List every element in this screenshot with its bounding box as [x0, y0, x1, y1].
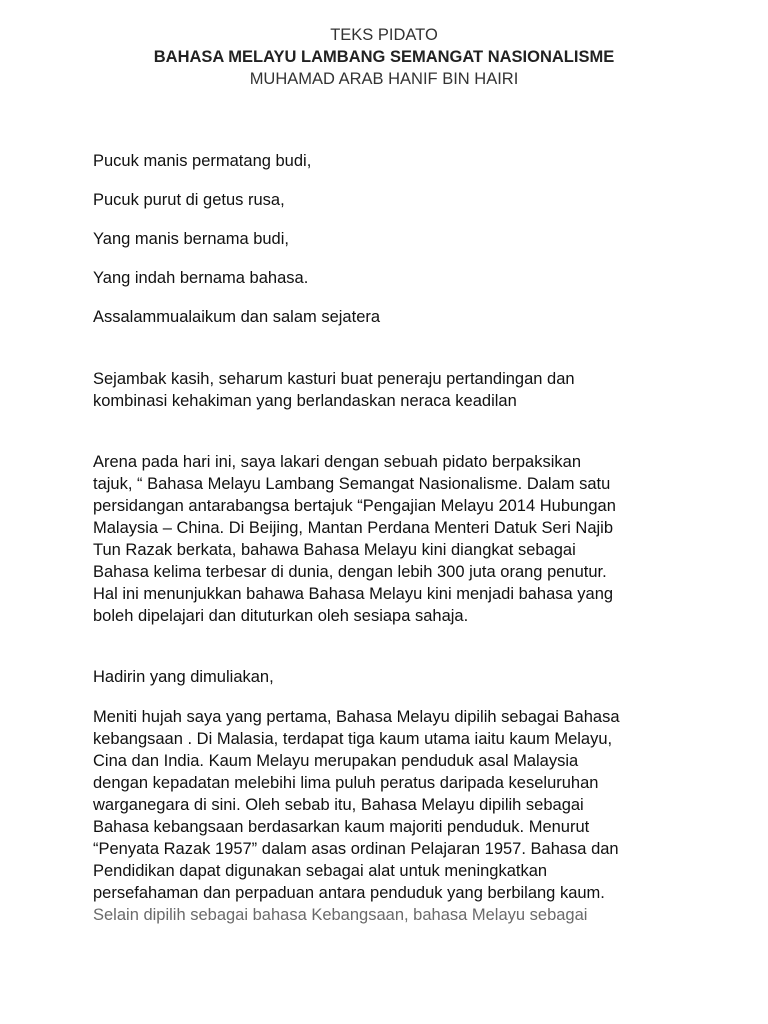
paragraph-line: Pendidikan dapat digunakan sebagai alat untuk meningkatkan: [93, 862, 548, 880]
paragraph-line: kebangsaan . Di Malasia, terdapat tiga kaum utama iaitu kaum Melayu,: [93, 730, 613, 748]
paragraph-line-faded: Selain dipilih sebagai bahasa Kebangsaan, bahasa Melayu sebagai: [93, 906, 588, 924]
paragraph-line: Malaysia – China. Di Beijing, Mantan Perdana Menteri Datuk Seri Najib: [93, 519, 613, 537]
pantun-line: Yang indah bernama bahasa.: [93, 269, 309, 287]
address-line: Hadirin yang dimuliakan,: [93, 668, 274, 686]
paragraph-line: Tun Razak berkata, bahawa Bahasa Melayu kini diangkat sebagai: [93, 541, 576, 559]
paragraph-line: Hal ini menunjukkan bahawa Bahasa Melayu kini menjadi bahasa yang: [93, 585, 614, 603]
document-body: [93, 150, 683, 926]
paragraph-line: persefahaman dan perpaduan antara penduduk yang berbilang kaum.: [93, 884, 605, 902]
header-label: TEKS PIDATO: [330, 26, 438, 44]
paragraph-line: tajuk, “ Bahasa Melayu Lambang Semangat Nasionalisme. Dalam satu: [93, 475, 611, 493]
paragraph-line: Sejambak kasih, seharum kasturi buat peneraju pertandingan dan: [93, 370, 575, 388]
paragraph-line: dengan kepadatan melebihi lima puluh peratus daripada keseluruhan: [93, 774, 599, 792]
pantun-line: Pucuk purut di getus rusa,: [93, 191, 285, 209]
pantun-line: Pucuk manis permatang budi,: [93, 152, 312, 170]
paragraph-line: Bahasa kebangsaan berdasarkan kaum majoriti penduduk. Menurut: [93, 818, 590, 836]
paragraph-line: “Penyata Razak 1957” dalam asas ordinan Pelajaran 1957. Bahasa dan: [93, 840, 619, 858]
paragraph-line: Cina dan India. Kaum Melayu merupakan penduduk asal Malaysia: [93, 752, 579, 770]
paragraph-line: boleh dipelajari dan dituturkan oleh sesiapa sahaja.: [93, 607, 469, 625]
document-title: BAHASA MELAYU LAMBANG SEMANGAT NASIONALISME: [153, 48, 615, 66]
paragraph-line: warganegara di sini. Oleh sebab itu, Bahasa Melayu dipilih sebagai: [93, 796, 584, 814]
paragraph-line: persidangan antarabangsa bertajuk “Pengajian Melayu 2014 Hubungan: [93, 497, 616, 515]
paragraph-line: Bahasa kelima terbesar di dunia, dengan lebih 300 juta orang penutur.: [93, 563, 607, 581]
document-header: [0, 24, 768, 90]
pantun-line: Yang manis bernama budi,: [93, 230, 289, 248]
paragraph-line: Arena pada hari ini, saya lakari dengan sebuah pidato berpaksikan: [93, 453, 581, 471]
paragraph-line: kombinasi kehakiman yang berlandaskan neraca keadilan: [93, 392, 517, 410]
author-name: MUHAMAD ARAB HANIF BIN HAIRI: [249, 70, 519, 88]
greeting: Assalammualaikum dan salam sejatera: [93, 308, 381, 326]
paragraph-line: Meniti hujah saya yang pertama, Bahasa Melayu dipilih sebagai Bahasa: [93, 708, 620, 726]
